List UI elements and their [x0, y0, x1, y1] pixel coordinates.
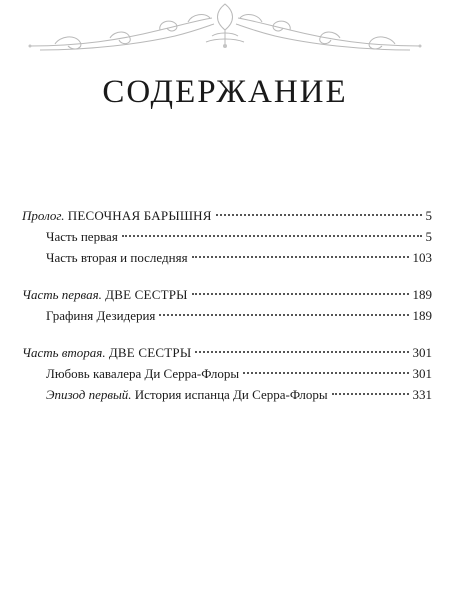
toc-entry-label	[22, 284, 188, 305]
toc-page-number: 301	[412, 345, 432, 360]
toc-entry-prefix: Эпизод первый.	[46, 387, 132, 402]
toc-page-number: 331	[412, 387, 432, 402]
dot-leader	[195, 350, 408, 353]
toc-entry-title: Часть первая	[46, 229, 118, 244]
toc-entry-prefix: Пролог.	[22, 208, 65, 223]
toc-entry-title: ДВЕ СЕСТРЫ	[105, 287, 188, 302]
toc-section	[22, 342, 432, 405]
dot-leader	[159, 313, 408, 316]
toc-entry-label	[22, 342, 191, 363]
toc-page-number: 103	[412, 250, 432, 265]
dot-leader	[332, 392, 409, 395]
dot-leader	[243, 371, 408, 374]
toc-page-number: 5	[425, 229, 432, 244]
decorative-ornament-icon	[0, 0, 450, 62]
toc-entry[interactable]	[22, 205, 432, 226]
toc-entry-title: Часть вторая и последняя	[46, 250, 188, 265]
toc-entry-title: Любовь кавалера Ди Серра-Флоры	[46, 366, 240, 381]
toc-subentry[interactable]	[22, 384, 432, 405]
toc-subentry[interactable]	[22, 247, 432, 268]
toc-entry-title: Графиня Дезидерия	[46, 308, 156, 323]
toc-entry-label	[22, 205, 212, 226]
toc-page-number: 189	[412, 287, 432, 302]
toc-page-number: 5	[425, 208, 432, 223]
toc-entry-label	[46, 384, 328, 405]
toc-entry-title: ДВЕ СЕСТРЫ	[108, 345, 192, 360]
toc-subentry[interactable]	[22, 363, 432, 384]
dot-leader	[192, 292, 409, 295]
table-of-contents	[22, 205, 432, 421]
toc-page-number: 189	[412, 308, 432, 323]
toc-subentry[interactable]	[22, 305, 432, 326]
toc-entry[interactable]	[22, 342, 432, 363]
toc-section	[22, 205, 432, 268]
dot-leader	[192, 255, 409, 258]
dot-leader	[122, 234, 422, 237]
toc-subentry[interactable]	[22, 226, 432, 247]
toc-entry-prefix: Часть вторая.	[22, 345, 106, 360]
dot-leader	[216, 213, 422, 216]
page-title: СОДЕРЖАНИЕ	[102, 74, 348, 110]
toc-entry-title: ПЕСОЧНАЯ БАРЫШНЯ	[67, 208, 212, 223]
toc-entry[interactable]	[22, 284, 432, 305]
toc-section	[22, 284, 432, 326]
toc-entry-prefix: Часть первая.	[22, 287, 102, 302]
toc-entry-title: История испанца Ди Серра-Флоры	[134, 387, 328, 402]
toc-page-number: 301	[412, 366, 432, 381]
